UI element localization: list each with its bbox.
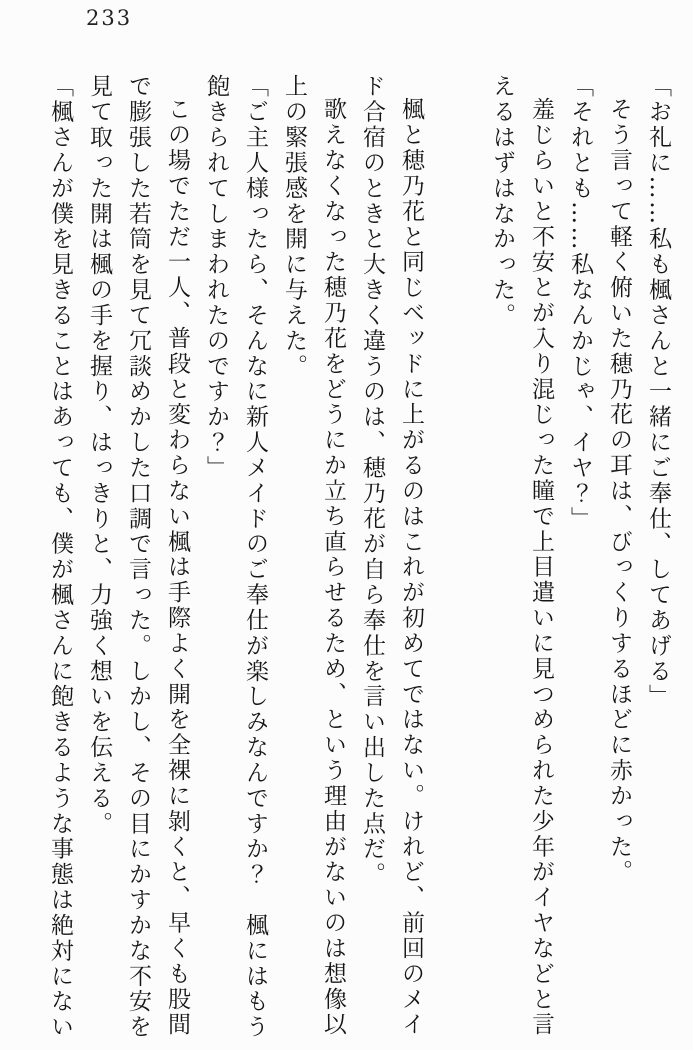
paragraph: 「お礼に……私も楓さんと一緒にご奉仕、してあげる」 [645,74,671,710]
paragraph: 楓と穂乃花と同じベッドに上がるのはこれが初めてではない。けれど、前回のメイド合宿のときと大きく違うのは、穂乃花が自ら奉仕を言い出した点だ。 [359,74,424,1038]
paragraph: 「それとも……私なんかじゃ、イヤ？」 [567,74,593,532]
paragraph: 「ご主人様ったら、そんなに新人メイドのご奉仕が楽しみなんですか？ 楓にはもう飽きられてしまわれたのですか？」 [203,74,268,1040]
paragraph: そう言って軽く俯いた穂乃花の耳は、びっくりするほどに赤かった。 [606,97,632,885]
paragraph: 羞じらいと不安とが入り混じった瞳で上目遣いに見つめられた少年がイヤなどと言えるはずはなかった。 [489,74,554,1038]
page-number: 233 [86,6,133,30]
paragraph: 歌えなくなった穂乃花をどうにか立ち直らせるため、という理由がないのは想像以上の緊張感を開に与えた。 [281,74,346,1038]
vertical-text-block [40,74,677,1046]
paragraph: この場でただ一人、普段と変わらない楓は手際よく開を全裸に剝くと、早くも股間で膨張した若筒を見て冗談めかした口調で言った。しかし、その目にかすかな不安を見て取った開は楓の手を握り、はっきりと、力強く想いを伝える。 [86,74,190,1040]
paragraph: 「楓さんが僕を見きることはあっても、僕が楓さんに飽きるような事態は絶対にない [47,74,73,1040]
